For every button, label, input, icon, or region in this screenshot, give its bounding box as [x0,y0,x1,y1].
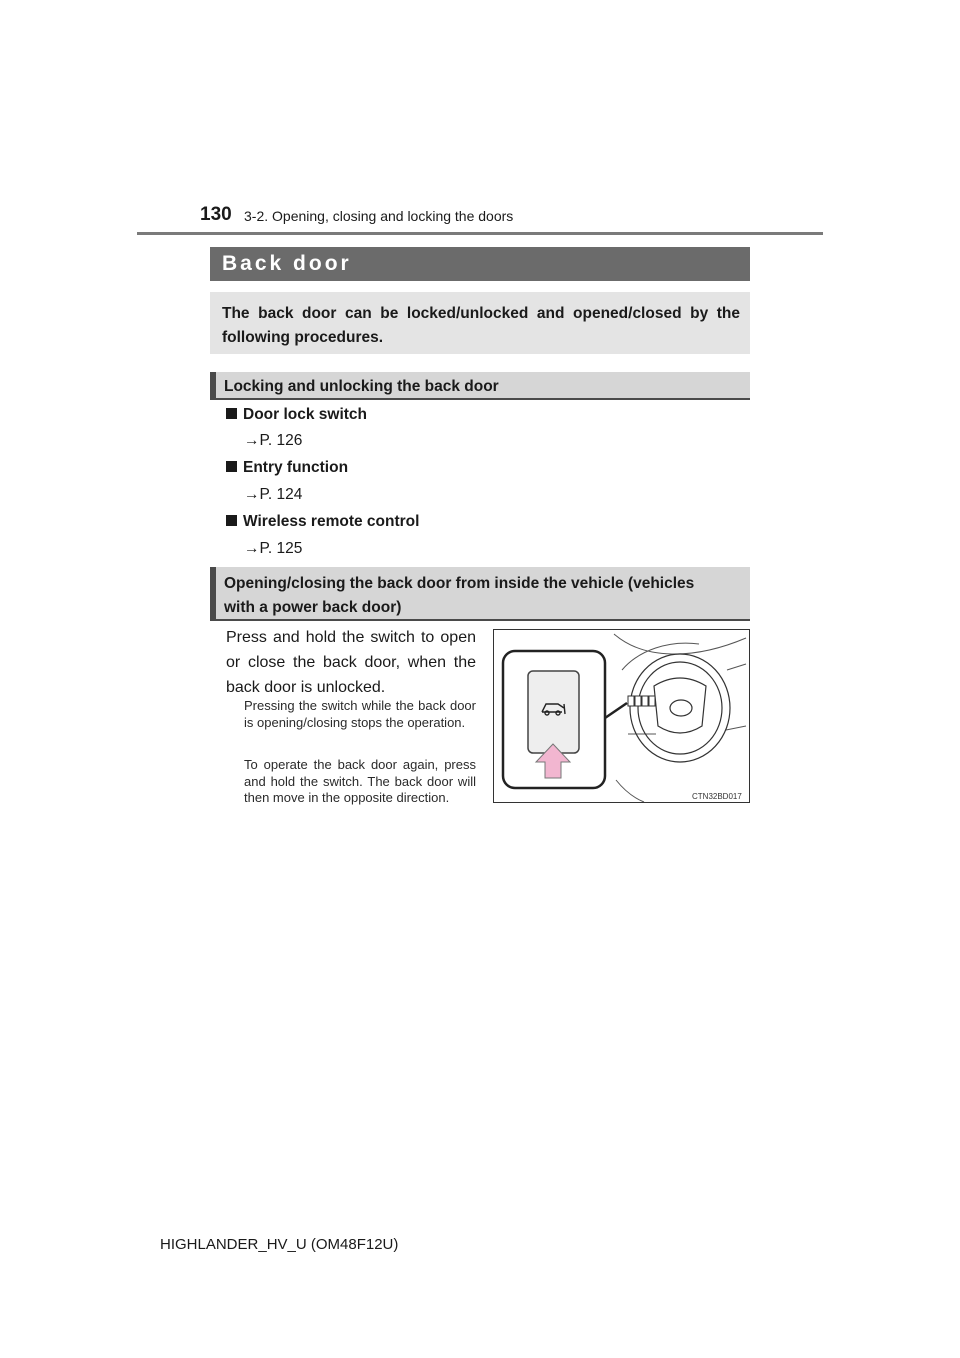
page-reference: →P. 125 [244,540,303,557]
opening-heading-line1: Opening/closing the back door from inside the vehicle (vehicles [224,575,695,592]
list-item [226,406,367,424]
bullet-square-icon [226,408,237,419]
intro-box [210,292,750,354]
locking-heading-text: Locking and unlocking the back door [224,378,499,395]
header-rule [137,232,823,235]
opening-heading-line2: with a power back door) [224,599,402,616]
bullet-square-icon [226,515,237,526]
section-title: Back door [222,252,352,275]
opening-body-text: Press and hold the switch to open or close the back door, when the back door is unlocked. [226,629,476,696]
page-reference: →P. 126 [244,432,303,449]
list-item [226,459,348,477]
list-item-label: Entry function [243,459,349,476]
note-stop-operation: Pressing the switch while the back door is opening/closing stops the operation. [244,698,476,730]
switch-location-figure [493,629,750,803]
chapter-title: 3-2. Opening, closing and locking the doors [244,208,514,224]
section-title-bar [210,247,750,281]
list-item-label: Wireless remote control [243,513,420,530]
opening-heading [210,567,750,621]
footer-model: HIGHLANDER_HV_U (OM48F12U) [160,1236,399,1253]
list-item-label: Door lock switch [243,406,368,423]
locking-heading [210,372,750,400]
bullet-square-icon [226,461,237,472]
intro-text: The back door can be locked/unlocked and opened/closed by the following procedures. [222,305,740,346]
page-reference: →P. 124 [244,486,303,503]
list-item [226,513,419,531]
page-number: 130 [200,204,232,225]
dashboard-illustration [494,630,749,802]
note-reverse-direction: To operate the back door again, press and hold the switch. The back door will then move in the opposite direction. [244,757,476,805]
figure-code: CTN32BD017 [692,792,742,801]
